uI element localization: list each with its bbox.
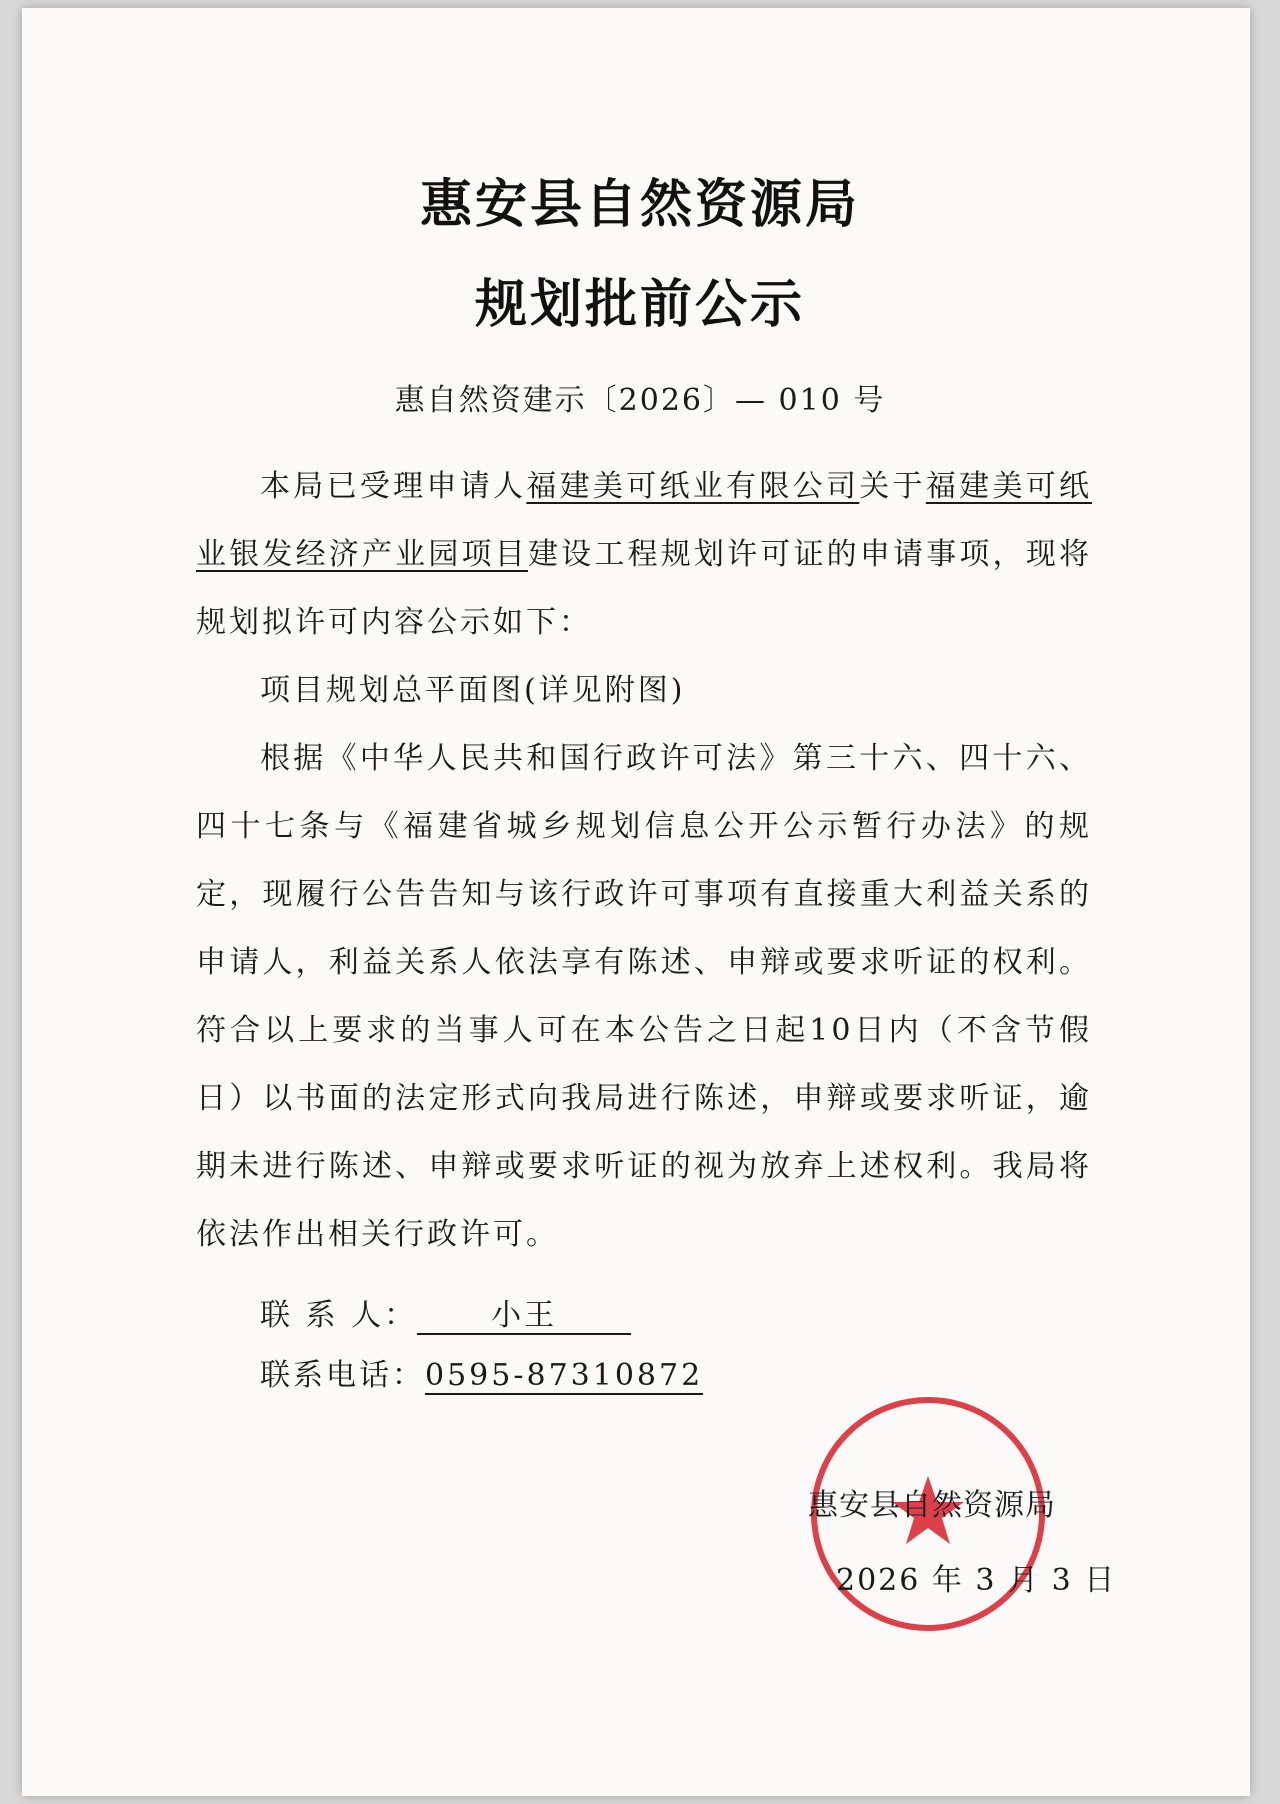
contact-person-label: 联 系 人： — [260, 1298, 418, 1333]
contact-phone-value: 0595-87310872 — [425, 1358, 704, 1393]
document-number: 惠自然资建示〔2026〕— 010 号 — [394, 383, 886, 418]
signature-date: 2026 年 3 月 3 日 — [836, 1563, 1117, 1598]
paragraph-application: 本局已受理申请人福建美可纸业有限公司关于福建美可纸业银发经济产业园项目建设工程规划许可证的申请事项，现将规划拟许可内容公示如下： — [196, 469, 1093, 640]
paragraph-legal-basis: 根据《中华人民共和国行政许可法》第三十六、四十六、四十七条与《福建省城乡规划信息公开公示暂行办法》的规定，现履行公告告知与该行政许可事项有直接重大利益关系的申请人，利益关系人依法享有陈述、申辩或要求听证的权利。符合以上要求的当事人可在本公告之日起10日内（不含节假日）以书面的法定形式向我局进行陈述，申辩或要求听证，逾期未进行陈述、申辩或要求听证的视为放弃上述权利。我局将依法作出相关行政许可。 — [196, 741, 1092, 1252]
notice-body — [196, 453, 1092, 1269]
contact-phone-label: 联系电话： — [260, 1358, 425, 1393]
contact-person-line — [260, 1290, 631, 1335]
paragraph-attachment: 项目规划总平面图(详见附图) — [260, 673, 686, 708]
signature-organization: 惠安县自然资源局 — [808, 1488, 1056, 1523]
issuer-title: 惠安县自然资源局 — [419, 175, 860, 235]
notice-title: 规划批前公示 — [474, 275, 805, 335]
contact-person-value: 小王 — [417, 1299, 631, 1335]
applicant-name: 福建美可纸业有限公司 — [526, 469, 860, 504]
project-name: 福建美可纸业银发经济产业园项目 — [196, 469, 1093, 572]
contact-phone-line — [260, 1350, 703, 1394]
